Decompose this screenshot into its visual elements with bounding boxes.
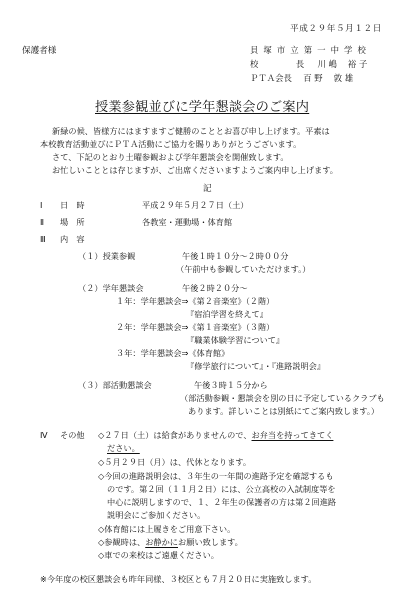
pta-role: ＰＴＡ会長 — [250, 73, 292, 83]
grade-3-meeting: ３年：学年懇談会⇒《体育館》 — [116, 348, 230, 358]
greeting-line-2: 本校教育活動並びにＰＴＡ活動にご協力を賜りありがとうございます。 — [40, 139, 302, 149]
greeting-line-4: お忙しいこととは存じますが、ご出席くださいますようご案内申し上げます。 — [52, 165, 338, 175]
content-2-time: 午後２時２０分～ — [182, 283, 248, 293]
principal-name: 川 嶋 裕 子 — [317, 59, 368, 69]
greeting-line-1: 新緑の候、皆様方にはますますご健勝のこととお喜び申し上げます。平素は — [52, 126, 330, 136]
content-1-note: （午前中も参観していただけます。） — [176, 264, 311, 274]
grade-2-meeting: ２年：学年懇談会⇒《第１音楽室》（３階） — [116, 322, 275, 332]
section-label: 場 所 — [60, 217, 85, 227]
note-5 — [98, 537, 243, 548]
section-content — [40, 234, 85, 245]
grade-1-meeting: １年：学年懇談会⇒《第２音楽室》（２階） — [116, 296, 275, 306]
content-2 — [78, 283, 248, 294]
pta-name: 百 野 敦 雄 — [303, 73, 354, 83]
principal-role: 校 — [250, 59, 259, 69]
issue-date: 平成２９年５月１２日 — [290, 24, 382, 34]
principal-role-2: 長 — [295, 59, 305, 69]
principal-line — [250, 58, 367, 70]
pta-line — [250, 72, 353, 84]
grade-3-topic: 『修学旅行について』・『進路説明会』 — [186, 361, 326, 371]
document-title: 授業参観並びに学年懇談会のご案内 — [95, 100, 310, 115]
content-2-label: （２）学年懇談会 — [78, 283, 144, 293]
section-date — [40, 200, 248, 211]
content-1-label: （１）授業参観 — [78, 251, 136, 261]
ki-heading: 記 — [203, 184, 212, 194]
section-mark: Ⅱ — [40, 217, 45, 227]
greeting-line-3: さて、下記のとおり土曜参観および学年懇談会を開催致します。 — [52, 152, 289, 162]
section-other — [40, 430, 333, 441]
grade-2-topic: 『職業体験学習について』 — [186, 335, 285, 345]
section-place — [40, 217, 232, 228]
note-5a: ◇参観時は、 — [98, 537, 146, 547]
section-label: その他 — [60, 430, 85, 440]
content-1 — [78, 251, 288, 262]
event-place: 各教室・運動場・体育館 — [142, 217, 233, 227]
content-3-label: （３）部活動懇談会 — [78, 380, 152, 390]
addressee: 保護者様 — [22, 46, 57, 56]
section-mark: Ⅲ — [40, 234, 46, 244]
content-3 — [78, 380, 268, 391]
content-3-note-2: あります。詳しいことは別紙にてご案内致します。） — [188, 406, 380, 416]
note-3c: 中心に説明しますので、１、２年生の保護者の方は第２回進路 — [107, 497, 337, 507]
note-4: ◇体育館には上履きをご用意下さい。 — [98, 524, 236, 534]
event-date: 平成２９年５月２７日（土） — [142, 200, 249, 210]
content-3-time: 午後３時１５分から — [194, 380, 268, 390]
note-3d: 説明会にご参加ください。 — [107, 510, 206, 520]
section-label: 内 容 — [60, 234, 85, 244]
note-5b: お静かに — [145, 537, 178, 547]
note-3b: のです。第２回（１１月２日）には、公立高校の入試制度等を — [107, 484, 336, 494]
school-name: 貝 塚 市 立 第 一 中 学 校 — [250, 45, 368, 55]
note-3a: ◇今回の進路説明会は、３年生の一年間の進路予定を確認するも — [98, 471, 334, 481]
grade-1-topic: 『宿泊学習を終えて』 — [186, 309, 268, 319]
footer-note: ※今年度の校区懇談会も昨年同様、３校区とも７月２０日に実施致します。 — [40, 574, 317, 584]
note-1a: ◇２７日（土）は給食がありませんので、 — [98, 430, 252, 440]
section-mark: Ⅳ — [40, 430, 48, 440]
note-5c: お願い致します。 — [178, 537, 243, 547]
content-1-time: 午後１時１０分～２時００分 — [182, 251, 289, 261]
section-mark: Ⅰ — [40, 200, 43, 210]
note-1b: お弁当を持ってきてく — [251, 430, 334, 440]
note-2: ◇５月２９日（月）は、代休となります。 — [98, 457, 252, 467]
note-1c: ださい。 — [107, 443, 140, 453]
content-3-note-1: （部活動参観・懇談会を別の日に予定しているクラブも — [180, 393, 385, 403]
note-6: ◇車での来校はご遠慮ください。 — [98, 550, 219, 560]
section-label: 日 時 — [60, 200, 85, 210]
